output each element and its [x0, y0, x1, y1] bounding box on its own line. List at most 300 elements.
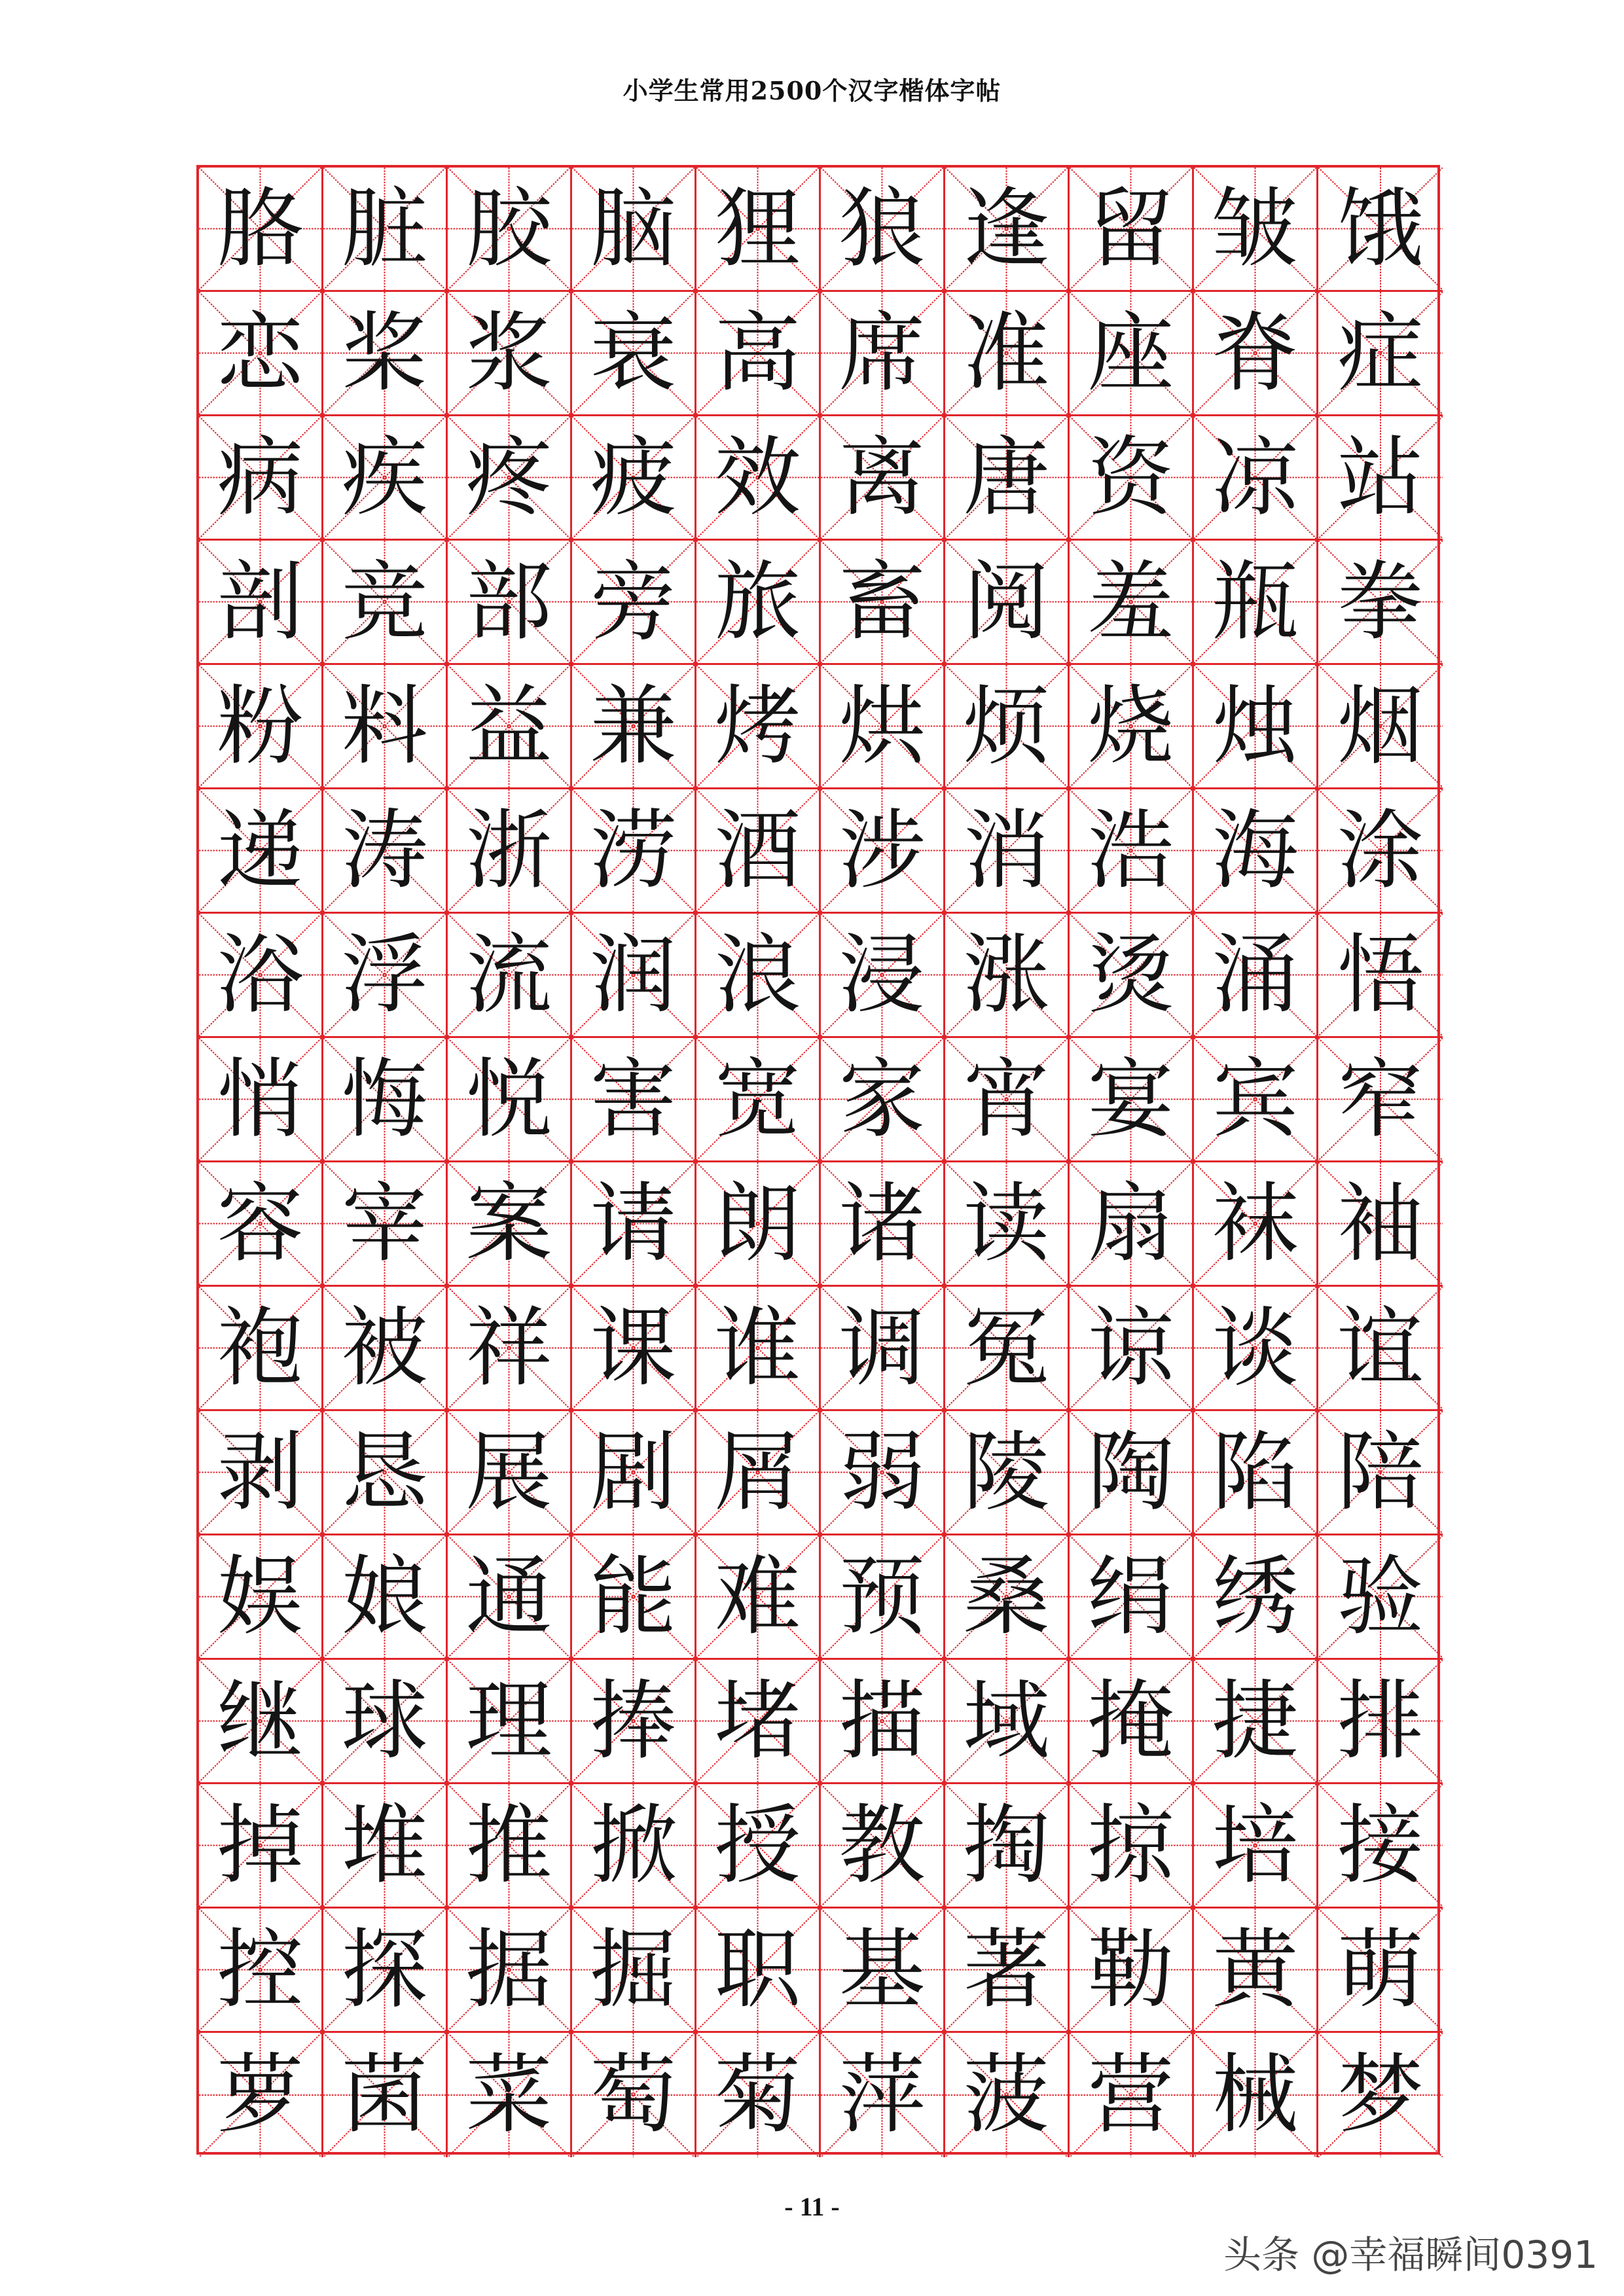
grid-cell — [323, 1784, 448, 1909]
grid-cell — [1194, 1287, 1318, 1411]
practice-character: 掉 — [217, 1795, 304, 1896]
grid-cell — [945, 1411, 1070, 1535]
practice-character: 酒 — [714, 800, 801, 901]
practice-character: 描 — [839, 1670, 926, 1772]
grid-cell — [1194, 1660, 1318, 1784]
practice-character: 据 — [465, 1919, 552, 2020]
grid-cell — [323, 1411, 448, 1535]
grid-cell — [199, 292, 323, 416]
grid-cell — [448, 665, 572, 789]
practice-character: 浆 — [465, 302, 552, 404]
grid-cell — [199, 914, 323, 1038]
page-title: 小学生常用2500个汉字楷体字帖 — [623, 76, 1001, 105]
practice-character: 萄 — [590, 2045, 677, 2145]
practice-character: 能 — [590, 1546, 677, 1647]
grid-cell — [572, 1909, 696, 2033]
practice-character: 涝 — [590, 800, 677, 901]
grid-cell — [821, 789, 945, 914]
practice-character: 宾 — [1212, 1049, 1299, 1150]
grid-cell — [1318, 1784, 1443, 1909]
practice-character: 堵 — [714, 1670, 801, 1772]
practice-character: 捧 — [590, 1670, 677, 1772]
practice-character: 旅 — [714, 551, 801, 653]
practice-character: 授 — [714, 1795, 801, 1896]
practice-character: 械 — [1212, 2045, 1299, 2145]
practice-character: 诸 — [839, 1173, 926, 1274]
grid-cell — [199, 2033, 323, 2157]
practice-character: 桨 — [341, 302, 428, 404]
practice-character: 悟 — [1337, 924, 1424, 1026]
practice-character: 萌 — [1337, 1919, 1424, 2020]
practice-character: 旁 — [590, 551, 677, 653]
grid-cell — [1194, 1162, 1318, 1287]
practice-character: 绢 — [1087, 1546, 1174, 1647]
grid-cell — [696, 914, 821, 1038]
grid-cell — [323, 292, 448, 416]
grid-cell — [945, 665, 1070, 789]
grid-cell — [1070, 1909, 1194, 2033]
grid-cell — [696, 789, 821, 914]
practice-character: 袜 — [1212, 1173, 1299, 1274]
practice-character: 剥 — [217, 1422, 304, 1523]
grid-cell — [323, 789, 448, 914]
practice-character: 探 — [341, 1919, 428, 2020]
grid-cell — [1070, 665, 1194, 789]
grid-cell — [199, 1287, 323, 1411]
practice-character: 疼 — [465, 427, 552, 528]
grid-cell — [1318, 1909, 1443, 2033]
grid-cell — [323, 2033, 448, 2157]
practice-character: 理 — [465, 1670, 552, 1772]
practice-character: 基 — [839, 1919, 926, 2020]
practice-character: 萝 — [217, 2045, 304, 2145]
grid-cell — [945, 789, 1070, 914]
grid-cell — [448, 1660, 572, 1784]
grid-cell — [696, 1660, 821, 1784]
grid-cell — [199, 789, 323, 914]
practice-character: 课 — [590, 1297, 677, 1399]
practice-character: 营 — [1087, 2045, 1174, 2145]
grid-cell — [696, 292, 821, 416]
grid-cell — [945, 914, 1070, 1038]
practice-character: 席 — [839, 302, 926, 404]
practice-character: 勒 — [1087, 1919, 1174, 2020]
grid-cell — [448, 1535, 572, 1660]
grid-cell — [448, 1287, 572, 1411]
grid-cell — [1194, 168, 1318, 292]
grid-cell — [1070, 1287, 1194, 1411]
character-practice-grid — [196, 165, 1440, 2155]
grid-cell — [696, 665, 821, 789]
practice-character: 娱 — [217, 1546, 304, 1647]
practice-character: 胶 — [465, 178, 552, 279]
grid-cell — [1070, 914, 1194, 1038]
practice-character: 浴 — [217, 924, 304, 1026]
grid-cell — [1194, 1411, 1318, 1535]
practice-character: 饿 — [1337, 178, 1424, 279]
practice-character: 涨 — [963, 924, 1050, 1026]
practice-character: 控 — [217, 1919, 304, 2020]
grid-cell — [323, 1287, 448, 1411]
practice-character: 烟 — [1337, 675, 1424, 777]
practice-character: 烘 — [839, 675, 926, 777]
practice-character: 祥 — [465, 1297, 552, 1399]
practice-character: 谈 — [1212, 1297, 1299, 1399]
practice-character: 悦 — [465, 1049, 552, 1150]
grid-cell — [821, 1038, 945, 1162]
practice-character: 弱 — [839, 1422, 926, 1523]
practice-character: 教 — [839, 1795, 926, 1896]
grid-cell — [572, 1660, 696, 1784]
grid-cell — [1318, 665, 1443, 789]
practice-character: 烦 — [963, 675, 1050, 777]
practice-character: 桑 — [963, 1546, 1050, 1647]
grid-cell — [1318, 168, 1443, 292]
grid-cell — [945, 1784, 1070, 1909]
grid-cell — [448, 416, 572, 541]
practice-character: 涌 — [1212, 924, 1299, 1026]
practice-character: 家 — [839, 1049, 926, 1150]
grid-cell — [323, 416, 448, 541]
grid-cell — [945, 2033, 1070, 2157]
grid-cell — [821, 2033, 945, 2157]
practice-character: 涉 — [839, 800, 926, 901]
grid-cell — [821, 1535, 945, 1660]
grid-cell — [1194, 1535, 1318, 1660]
grid-cell — [1070, 168, 1194, 292]
practice-character: 职 — [714, 1919, 801, 2020]
practice-character: 堆 — [341, 1795, 428, 1896]
practice-character: 捷 — [1212, 1670, 1299, 1772]
practice-character: 浮 — [341, 924, 428, 1026]
practice-character: 朗 — [714, 1173, 801, 1274]
practice-character: 高 — [714, 302, 801, 404]
grid-cell — [1318, 2033, 1443, 2157]
practice-character: 掏 — [963, 1795, 1050, 1896]
practice-character: 料 — [341, 675, 428, 777]
practice-character: 消 — [963, 800, 1050, 901]
practice-character: 涛 — [341, 800, 428, 901]
practice-character: 绣 — [1212, 1546, 1299, 1647]
grid-cell — [1070, 1535, 1194, 1660]
practice-character: 谁 — [714, 1297, 801, 1399]
grid-cell — [821, 1411, 945, 1535]
practice-character: 展 — [465, 1422, 552, 1523]
grid-cell — [1070, 1162, 1194, 1287]
grid-cell — [1318, 1660, 1443, 1784]
practice-character: 袖 — [1337, 1173, 1424, 1274]
grid-cell — [821, 1660, 945, 1784]
grid-cell — [323, 168, 448, 292]
grid-cell — [696, 416, 821, 541]
practice-character: 萍 — [839, 2045, 926, 2145]
grid-cell — [199, 1784, 323, 1909]
practice-character: 羞 — [1087, 551, 1174, 653]
grid-cell — [945, 1535, 1070, 1660]
grid-cell — [821, 1909, 945, 2033]
grid-cell — [1318, 914, 1443, 1038]
grid-cell — [199, 1038, 323, 1162]
grid-cell — [1318, 1287, 1443, 1411]
grid-cell — [945, 292, 1070, 416]
grid-cell — [1194, 416, 1318, 541]
practice-character: 被 — [341, 1297, 428, 1399]
grid-cell — [323, 1535, 448, 1660]
practice-character: 菊 — [714, 2045, 801, 2145]
practice-character: 掠 — [1087, 1795, 1174, 1896]
grid-cell — [1070, 1411, 1194, 1535]
grid-cell — [199, 1909, 323, 2033]
practice-character: 梦 — [1337, 2045, 1424, 2145]
practice-character: 座 — [1087, 302, 1174, 404]
practice-character: 陪 — [1337, 1422, 1424, 1523]
practice-character: 畜 — [839, 551, 926, 653]
grid-cell — [945, 1909, 1070, 2033]
grid-cell — [821, 1162, 945, 1287]
grid-cell — [199, 168, 323, 292]
grid-cell — [572, 1162, 696, 1287]
practice-character: 宴 — [1087, 1049, 1174, 1150]
practice-character: 拳 — [1337, 551, 1424, 653]
practice-character: 症 — [1337, 302, 1424, 404]
page-number: - 11 - — [784, 2192, 840, 2221]
practice-character: 狼 — [839, 178, 926, 279]
practice-character: 掘 — [590, 1919, 677, 2020]
grid-cell — [1070, 2033, 1194, 2157]
practice-character: 疾 — [341, 427, 428, 528]
grid-cell — [1194, 2033, 1318, 2157]
practice-character: 海 — [1212, 800, 1299, 901]
practice-character: 留 — [1087, 178, 1174, 279]
grid-cell — [945, 541, 1070, 665]
practice-character: 凉 — [1212, 427, 1299, 528]
practice-character: 脊 — [1212, 302, 1299, 404]
grid-cell — [448, 1784, 572, 1909]
grid-cell — [821, 168, 945, 292]
practice-character: 球 — [341, 1670, 428, 1772]
practice-character: 浸 — [839, 924, 926, 1026]
grid-cell — [199, 1660, 323, 1784]
grid-cell — [821, 1287, 945, 1411]
grid-cell — [1318, 416, 1443, 541]
practice-character: 域 — [963, 1670, 1050, 1772]
practice-character: 站 — [1337, 427, 1424, 528]
grid-cell — [821, 914, 945, 1038]
practice-character: 谅 — [1087, 1297, 1174, 1399]
grid-cell — [448, 914, 572, 1038]
practice-character: 窄 — [1337, 1049, 1424, 1150]
practice-character: 掀 — [590, 1795, 677, 1896]
practice-character: 兼 — [590, 675, 677, 777]
practice-character: 培 — [1212, 1795, 1299, 1896]
practice-character: 验 — [1337, 1546, 1424, 1647]
grid-cell — [323, 1909, 448, 2033]
practice-character: 继 — [217, 1670, 304, 1772]
grid-cell — [945, 168, 1070, 292]
practice-character: 菜 — [465, 2045, 552, 2145]
grid-cell — [945, 1162, 1070, 1287]
practice-character: 烛 — [1212, 675, 1299, 777]
grid-cell — [1194, 292, 1318, 416]
grid-cell — [696, 1038, 821, 1162]
grid-cell — [199, 665, 323, 789]
practice-character: 接 — [1337, 1795, 1424, 1896]
grid-cell — [572, 789, 696, 914]
practice-character: 悔 — [341, 1049, 428, 1150]
practice-character: 难 — [714, 1546, 801, 1647]
practice-character: 衰 — [590, 302, 677, 404]
grid-cell — [821, 292, 945, 416]
practice-character: 屑 — [714, 1422, 801, 1523]
practice-character: 宰 — [341, 1173, 428, 1274]
grid-cell — [696, 1784, 821, 1909]
practice-character: 通 — [465, 1546, 552, 1647]
practice-character: 益 — [465, 675, 552, 777]
practice-character: 准 — [963, 302, 1050, 404]
grid-cell — [448, 292, 572, 416]
practice-character: 请 — [590, 1173, 677, 1274]
grid-cell — [448, 1162, 572, 1287]
practice-character: 唐 — [963, 427, 1050, 528]
grid-cell — [1194, 1784, 1318, 1909]
grid-cell — [1318, 1411, 1443, 1535]
grid-cell — [1070, 292, 1194, 416]
grid-cell — [1318, 292, 1443, 416]
grid-cell — [821, 541, 945, 665]
practice-character: 黄 — [1212, 1919, 1299, 2020]
grid-cell — [448, 789, 572, 914]
practice-character: 菠 — [963, 2045, 1050, 2145]
practice-character: 烧 — [1087, 675, 1174, 777]
practice-character: 预 — [839, 1546, 926, 1647]
grid-cell — [199, 1162, 323, 1287]
practice-character: 递 — [217, 800, 304, 901]
grid-cell — [1194, 1038, 1318, 1162]
grid-cell — [323, 541, 448, 665]
grid-cell — [448, 2033, 572, 2157]
grid-cell — [572, 1535, 696, 1660]
grid-cell — [1318, 789, 1443, 914]
practice-character: 离 — [839, 427, 926, 528]
practice-character: 胳 — [217, 178, 304, 279]
practice-character: 涂 — [1337, 800, 1424, 901]
practice-character: 恳 — [341, 1422, 428, 1523]
practice-character: 容 — [217, 1173, 304, 1274]
practice-character: 部 — [465, 551, 552, 653]
practice-character: 谊 — [1337, 1297, 1424, 1399]
practice-character: 粉 — [217, 675, 304, 777]
grid-cell — [1318, 1535, 1443, 1660]
practice-character: 掩 — [1087, 1670, 1174, 1772]
practice-character: 烫 — [1087, 924, 1174, 1026]
grid-cell — [1194, 914, 1318, 1038]
practice-character: 推 — [465, 1795, 552, 1896]
practice-character: 疲 — [590, 427, 677, 528]
grid-cell — [572, 2033, 696, 2157]
grid-cell — [821, 1784, 945, 1909]
grid-cell — [572, 1784, 696, 1909]
grid-cell — [199, 541, 323, 665]
grid-cell — [572, 1038, 696, 1162]
practice-character: 浙 — [465, 800, 552, 901]
practice-character: 害 — [590, 1049, 677, 1150]
grid-cell — [1318, 541, 1443, 665]
grid-cell — [1070, 1784, 1194, 1909]
practice-character: 脑 — [590, 178, 677, 279]
grid-cell — [1194, 1909, 1318, 2033]
grid-cell — [821, 665, 945, 789]
practice-character: 效 — [714, 427, 801, 528]
practice-character: 润 — [590, 924, 677, 1026]
practice-character: 著 — [963, 1919, 1050, 2020]
practice-character: 宵 — [963, 1049, 1050, 1150]
grid-cell — [572, 416, 696, 541]
grid-cell — [1318, 1162, 1443, 1287]
grid-cell — [1194, 665, 1318, 789]
grid-cell — [572, 292, 696, 416]
watermark: 头条 @幸福瞬间0391 — [1223, 2233, 1598, 2277]
grid-cell — [448, 168, 572, 292]
practice-character: 皱 — [1212, 178, 1299, 279]
practice-character: 瓶 — [1212, 551, 1299, 653]
grid-cell — [199, 1535, 323, 1660]
practice-character: 排 — [1337, 1670, 1424, 1772]
grid-cell — [323, 914, 448, 1038]
practice-character: 读 — [963, 1173, 1050, 1274]
grid-cell — [696, 168, 821, 292]
practice-character: 竞 — [341, 551, 428, 653]
practice-character: 陶 — [1087, 1422, 1174, 1523]
practice-character: 逢 — [963, 178, 1050, 279]
grid-cell — [696, 1535, 821, 1660]
grid-cell — [1070, 1660, 1194, 1784]
grid-cell — [696, 1162, 821, 1287]
grid-cell — [323, 1162, 448, 1287]
grid-cell — [448, 1909, 572, 2033]
practice-character: 悄 — [217, 1049, 304, 1150]
practice-character: 阅 — [963, 551, 1050, 653]
practice-character: 陷 — [1212, 1422, 1299, 1523]
practice-character: 脏 — [341, 178, 428, 279]
grid-cell — [323, 665, 448, 789]
grid-cell — [945, 1287, 1070, 1411]
grid-cell — [696, 1411, 821, 1535]
grid-cell — [1194, 789, 1318, 914]
grid-cell — [945, 416, 1070, 541]
grid-cell — [572, 168, 696, 292]
practice-character: 流 — [465, 924, 552, 1026]
grid-cell — [1194, 541, 1318, 665]
grid-cell — [1318, 1038, 1443, 1162]
practice-character: 调 — [839, 1297, 926, 1399]
practice-character: 袍 — [217, 1297, 304, 1399]
practice-character: 剖 — [217, 551, 304, 653]
practice-character: 菌 — [341, 2045, 428, 2145]
grid-cell — [199, 1411, 323, 1535]
grid-cell — [572, 1287, 696, 1411]
practice-character: 恋 — [217, 302, 304, 404]
practice-character: 浩 — [1087, 800, 1174, 901]
practice-character: 烤 — [714, 675, 801, 777]
practice-character: 剧 — [590, 1422, 677, 1523]
grid-cell — [572, 541, 696, 665]
grid-cell — [696, 2033, 821, 2157]
grid-cell — [199, 416, 323, 541]
grid-cell — [1070, 789, 1194, 914]
grid-cell — [696, 1287, 821, 1411]
grid-cell — [323, 1038, 448, 1162]
practice-character: 案 — [465, 1173, 552, 1274]
